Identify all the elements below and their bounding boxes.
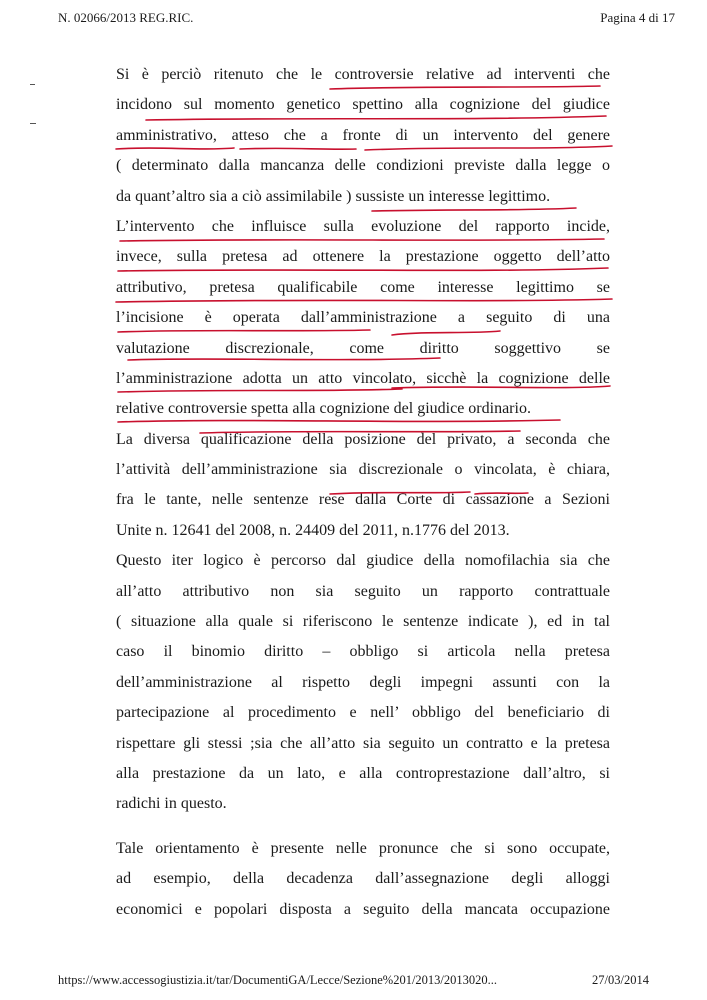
document-body: [116, 60, 610, 925]
text-line: fra le tante, nelle sentenze rese dalla Corte di cassazione a Sezioni: [116, 491, 610, 509]
text-line: alla prestazione da un lato, e alla controprestazione dall’altro, si: [116, 764, 610, 782]
footer-date: 27/03/2014: [592, 973, 649, 987]
text-line: dell’amministrazione al rispetto degli impegni assunti con la: [116, 673, 610, 691]
margin-mark: [30, 84, 35, 85]
text-line: incidono sul momento genetico spettino alla cognizione del giudice: [116, 96, 610, 114]
text-line: Tale orientamento è presente nelle pronunce che si sono occupate,: [116, 839, 610, 857]
source-url[interactable]: https://www.accessogiustizia.it/tar/DocumentiGA/Lecce/Sezione%201/2013/2013020...: [58, 973, 498, 987]
text-line: Questo iter logico è percorso dal giudice della nomofilachia sia che: [116, 552, 610, 570]
page-number: Pagina 4 di 17: [600, 10, 675, 25]
text-line: all’atto attributivo non sia seguito un rapporto contrattuale: [116, 582, 610, 600]
text-line: ad esempio, della decadenza dall’assegnazione degli alloggi: [116, 870, 610, 888]
text-line: Unite n. 12641 del 2008, n. 24409 del 2011, n.1776 del 2013.: [116, 521, 510, 539]
text-line: economici e popolari disposta a seguito della mancata occupazione: [116, 900, 610, 918]
case-number: N. 02066/2013 REG.RIC.: [58, 10, 194, 25]
text-line: partecipazione al procedimento e nell’ obbligo del beneficiario di: [116, 704, 610, 722]
text-line: rispettare gli stessi ;sia che all’atto sia seguito un contratto e la pretesa: [116, 734, 610, 752]
text-line: amministrativo, atteso che a fronte di un intervento del genere: [116, 126, 610, 144]
text-line: l’amministrazione adotta un atto vincolato, sicchè la cognizione delle: [116, 369, 610, 387]
text-line: Si è perciò ritenuto che le controversie relative ad interventi che: [116, 66, 610, 83]
text-line: radichi in questo.: [116, 795, 227, 813]
text-line: relative controversie spetta alla cognizione del giudice ordinario.: [116, 400, 531, 418]
text-line: ( situazione alla quale si riferiscono le sentenze indicate ), ed in tal: [116, 613, 610, 631]
text-line: da quant’altro sia a ciò assimilabile ) sussiste un interesse legittimo.: [116, 187, 551, 205]
text-line: L’intervento che influisce sulla evoluzione del rapporto incide,: [116, 217, 610, 235]
text-line: La diversa qualificazione della posizione del privato, a seconda che: [116, 430, 610, 448]
text-line: invece, sulla pretesa ad ottenere la prestazione oggetto dell’atto: [116, 248, 610, 266]
text-line: attributivo, pretesa qualificabile come interesse legittimo se: [116, 278, 610, 296]
text-line: caso il binomio diritto – obbligo si articola nella pretesa: [116, 643, 610, 661]
text-line: valutazione discrezionale, come diritto soggettivo se: [116, 339, 610, 357]
text-line: l’attività dell’amministrazione sia discrezionale o vincolata, è chiara,: [116, 461, 610, 479]
text-line: ( determinato dalla mancanza delle condizioni previste dalla legge o: [116, 157, 610, 175]
text-line: l’incisione è operata dall’amministrazione a seguito di una: [116, 309, 610, 327]
margin-mark: [30, 123, 36, 124]
